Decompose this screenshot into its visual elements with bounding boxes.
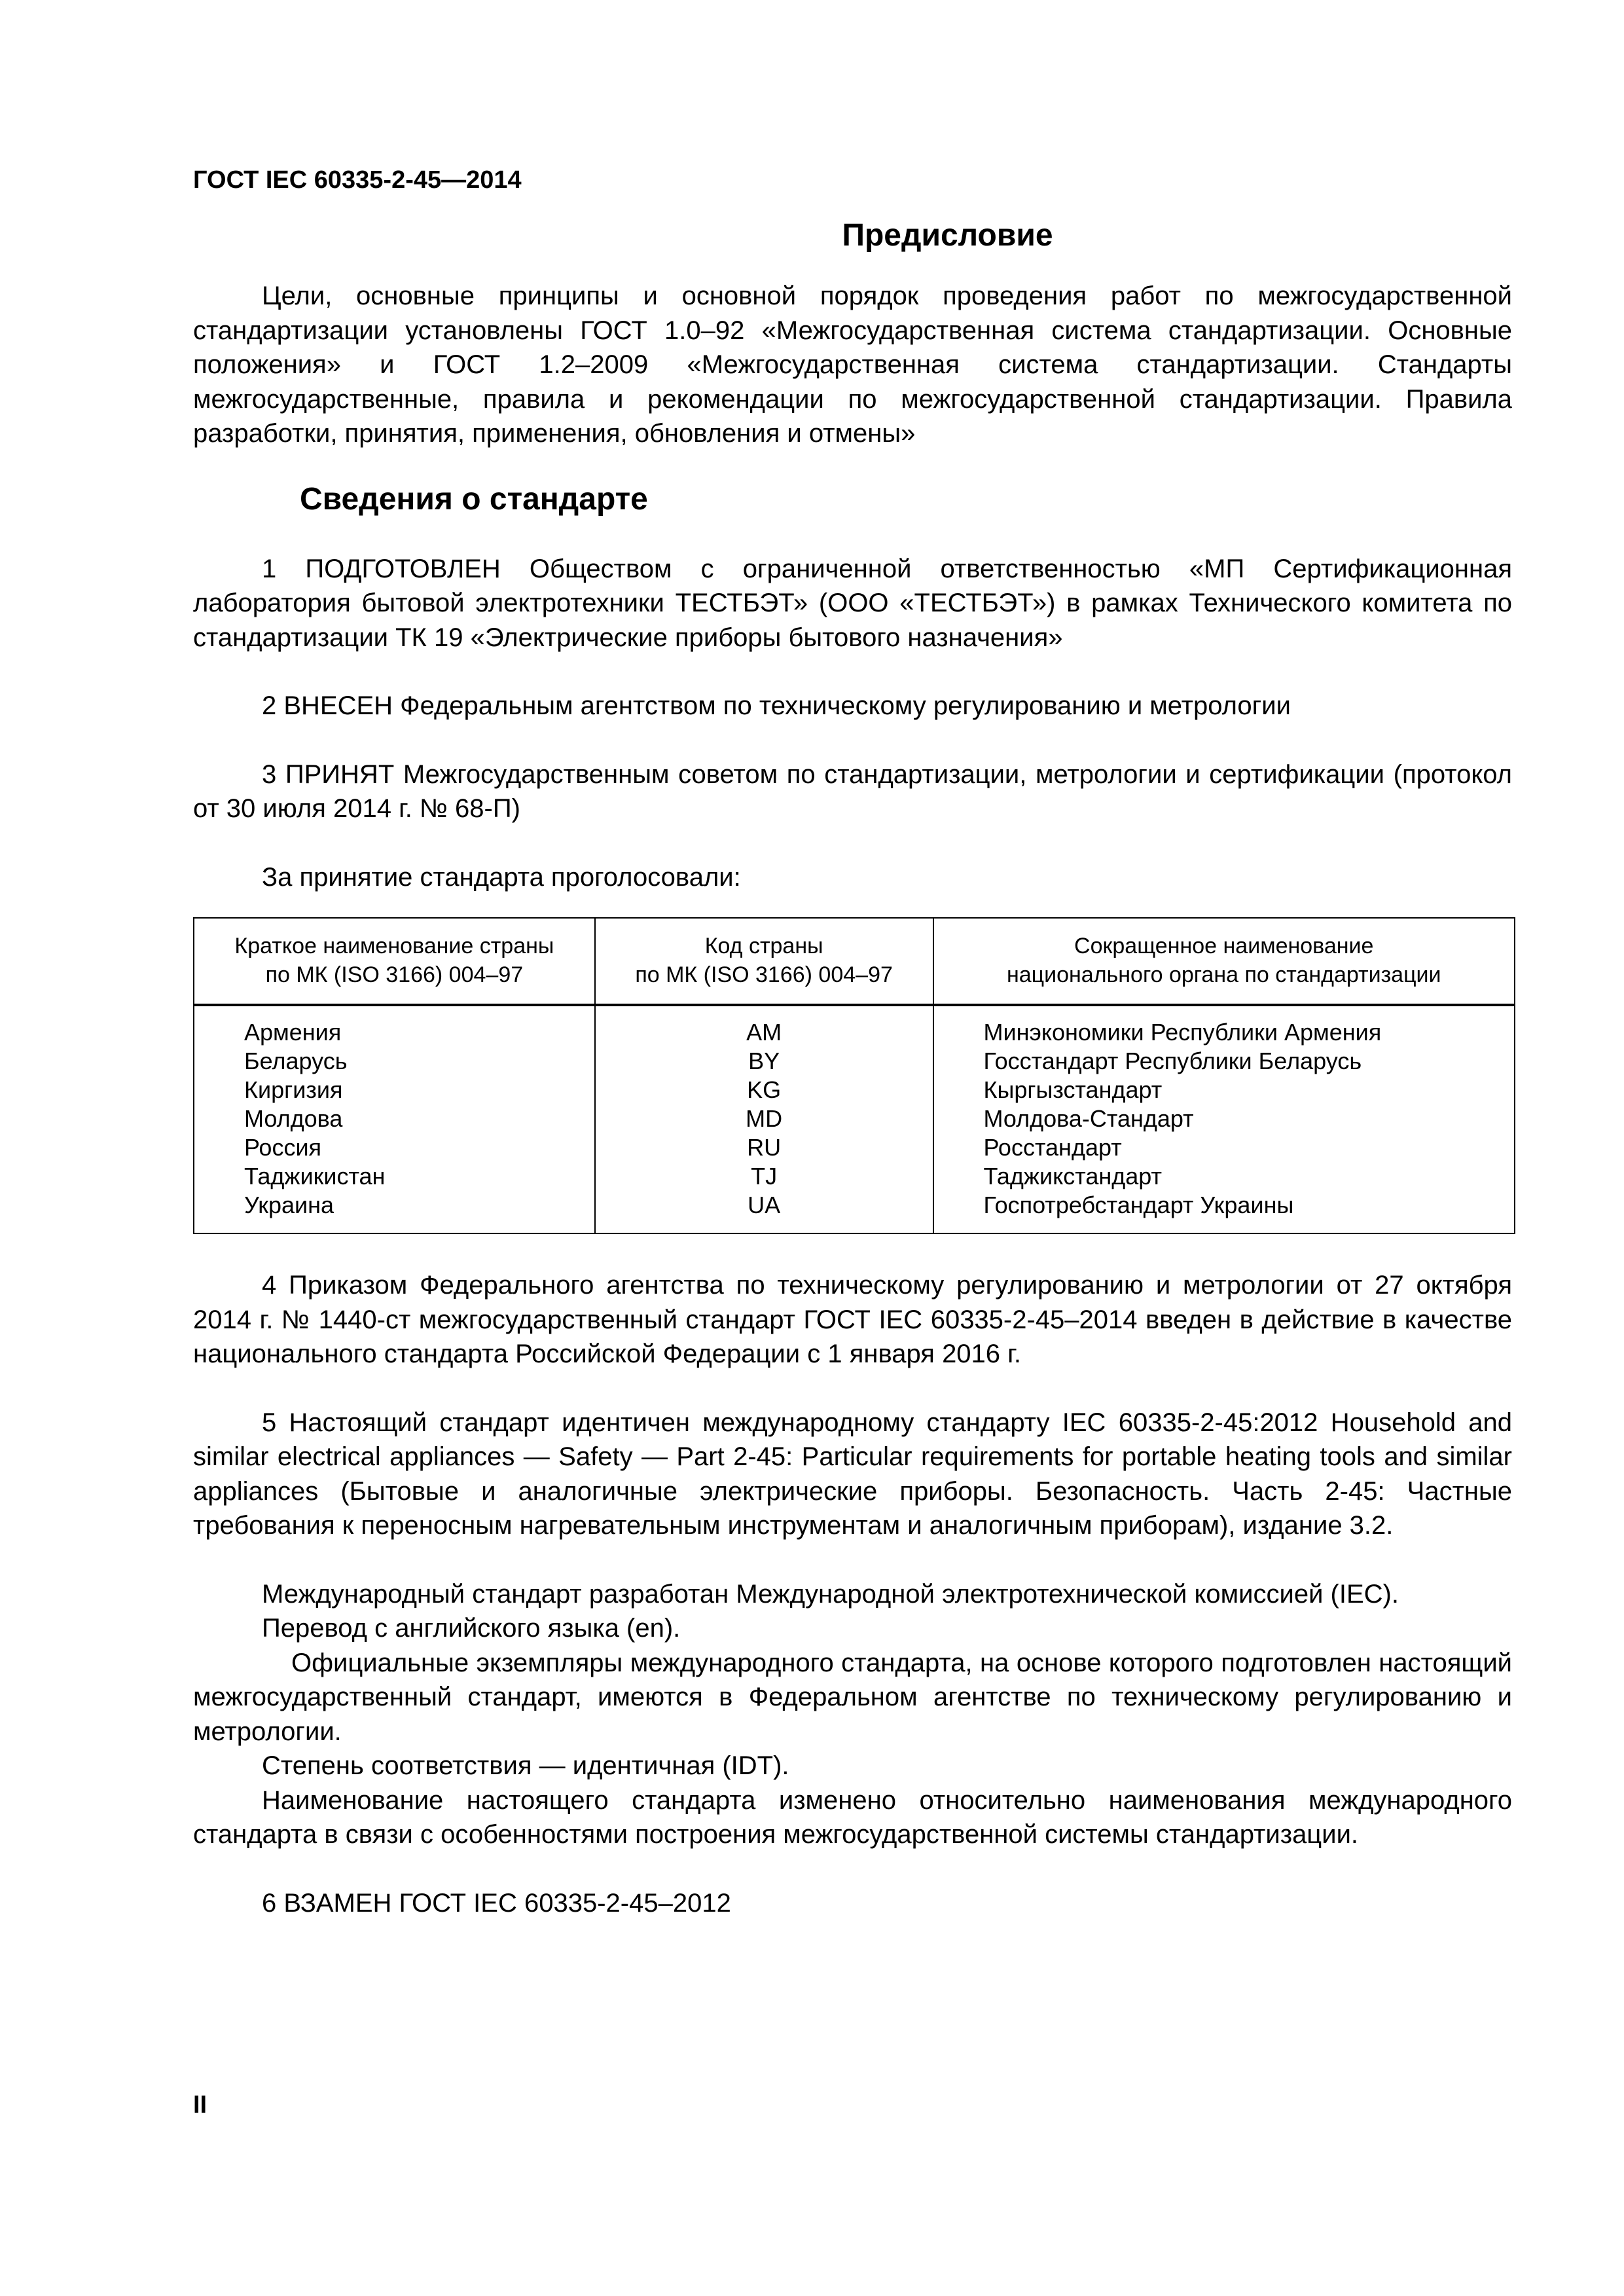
country-cell: Украина (244, 1192, 334, 1218)
header-org-line1: Сокращенное наименование (1074, 934, 1374, 958)
info-item-2: 2 ВНЕСЕН Федеральным агентством по техническому регулированию и метрологии (262, 691, 1291, 720)
header-code (595, 918, 933, 1005)
code-cell: TJ (751, 1163, 778, 1190)
page-number: II (193, 2091, 208, 2119)
country-cell: Киргизия (244, 1076, 343, 1103)
header-code-line2: по МК (ISO 3166) 004–97 (635, 962, 893, 987)
country-list (194, 1005, 595, 1233)
country-cell: Таджикистан (244, 1163, 386, 1190)
table-row (194, 1005, 1515, 1233)
org-cell: Росстандарт (983, 1134, 1122, 1161)
header-country (194, 918, 595, 1005)
code-list (595, 1005, 933, 1233)
document-page (193, 164, 1512, 1920)
vote-intro: За принятие стандарта проголосовали: (262, 862, 741, 892)
country-cell: Беларусь (244, 1048, 348, 1074)
info-item-1: 1 ПОДГОТОВЛЕН Обществом с ограниченной ответственностью «МП Сертификационная лаборатория бытовой электротехники ТЕСТБЭТ» (ООО «ТЕСТБЭТ») в рамках Технического комитета по стандартизации ТК 19 «Электрические приборы бытового назначения» (193, 554, 1512, 652)
info-title: Сведения о стандарте (300, 481, 648, 517)
document-id: ГОСТ IEC 60335-2-45—2014 (193, 166, 522, 194)
country-cell: Россия (244, 1134, 322, 1161)
voting-countries-table (193, 917, 1515, 1234)
country-cell: Молдова (244, 1105, 343, 1132)
official-copies-note: Официальные экземпляры международного стандарта, на основе которого подготовлен настоящий межгосударственный стандарт, имеются в Федеральном агентстве по техническому регулированию и метрологии. (193, 1648, 1512, 1746)
header-country-line2: по МК (ISO 3166) 004–97 (265, 962, 524, 987)
developer-note: Международный стандарт разработан Международной электротехнической комиссией (IEC). (262, 1579, 1399, 1609)
header-country-line1: Краткое наименование страны (234, 934, 554, 958)
info-item-4: 4 Приказом Федерального агентства по техническому регулированию и метрологии от 27 октября 2014 г. № 1440-ст межгосударственный стандарт ГОСТ IEC 60335-2-45–2014 введен в действие в качестве национального стандарта Российской Федерации с 1 января 2016 г. (193, 1271, 1512, 1368)
code-cell: MD (746, 1105, 783, 1132)
table-header-row (194, 918, 1515, 1005)
code-cell: RU (747, 1134, 782, 1161)
header-code-line1: Код страны (704, 934, 823, 958)
degree-note: Степень соответствия — идентичная (IDT). (262, 1751, 789, 1780)
header-org (933, 918, 1515, 1005)
preface-text: Цели, основные принципы и основной порядок проведения работ по межгосударственной стандартизации установлены ГОСТ 1.0–92 «Межгосударственная система стандартизации. Основные положения» и ГОСТ 1.2–2009 «Межгосударственная система стандартизации. Стандарты межгосударственные, правила и рекомендации по межгосударственной стандартизации. Правила разработки, принятия, применения, обновления и отмены» (193, 282, 1512, 448)
country-cell: Армения (244, 1019, 342, 1046)
preface-title: Предисловие (842, 218, 1053, 253)
code-cell: BY (748, 1048, 780, 1074)
org-cell: Таджикстандарт (983, 1163, 1162, 1190)
info-item-3: 3 ПРИНЯТ Межгосударственным советом по стандартизации, метрологии и сертификации (протокол от 30 июля 2014 г. № 68-П) (193, 759, 1512, 823)
name-change-note: Наименование настоящего стандарта изменено относительно наименования международного стандарта в связи с особенностями построения межгосударственной системы стандартизации. (193, 1785, 1512, 1849)
translation-note: Перевод с английского языка (en). (262, 1614, 681, 1643)
org-cell: Госпотребстандарт Украины (983, 1192, 1294, 1218)
org-cell: Кыргызстандарт (983, 1076, 1163, 1103)
code-cell: AM (746, 1019, 782, 1046)
code-cell: KG (747, 1076, 782, 1103)
org-list (933, 1005, 1515, 1233)
info-item-6: 6 ВЗАМЕН ГОСТ IEC 60335-2-45–2012 (262, 1888, 731, 1918)
code-cell: UA (748, 1192, 781, 1218)
header-org-line2: национального органа по стандартизации (1006, 962, 1441, 987)
org-cell: Минэкономики Республики Армения (983, 1019, 1382, 1046)
info-item-5: 5 Настоящий стандарт идентичен международному стандарту IEC 60335-2-45:2012 Household and similar electrical appliances — Safety — Part 2-45: Particular requirements for portable heating tools and similar appliances (Бытовые и аналогичные электрические приборы. Безопасность. Часть 2-45: Частные требования к переносным нагревательным инструментам и аналогичным приборам), издание 3.2. (193, 1408, 1512, 1540)
org-cell: Госстандарт Республики Беларусь (983, 1048, 1362, 1074)
org-cell: Молдова-Стандарт (983, 1105, 1194, 1132)
